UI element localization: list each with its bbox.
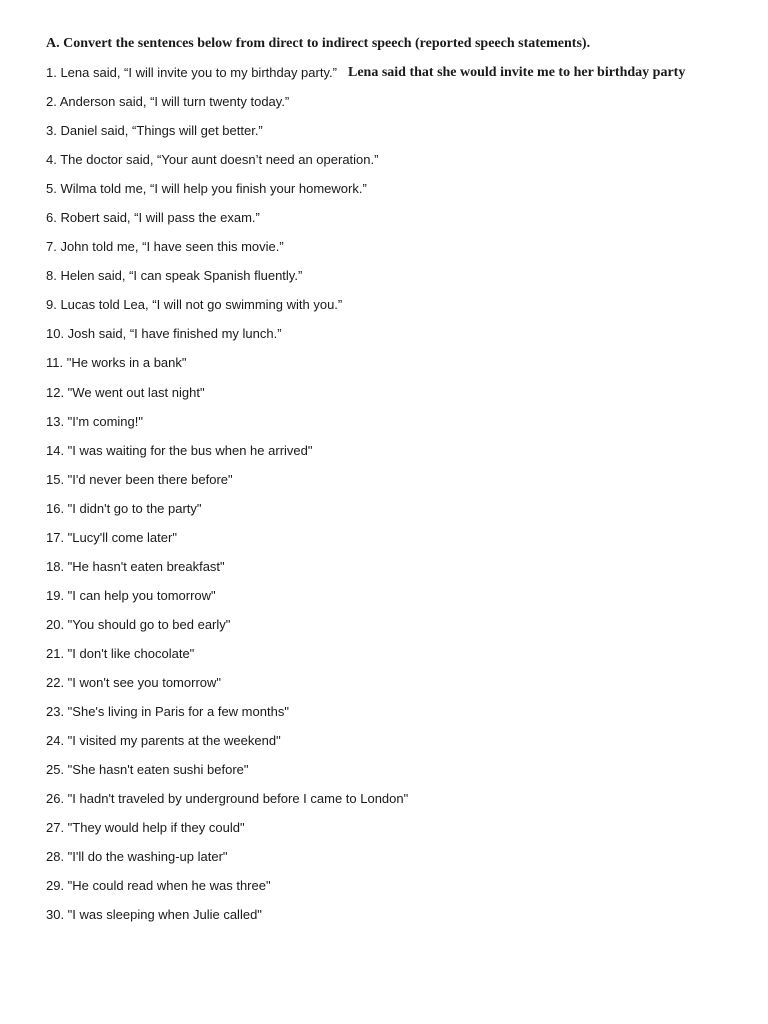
sentence-item bbox=[46, 761, 408, 790]
answer-text: Lena said that she would invite me to her birthday party bbox=[348, 65, 686, 80]
sentence-item bbox=[46, 151, 408, 180]
sentence-item bbox=[46, 384, 408, 413]
sentence-item bbox=[46, 180, 408, 209]
sentence-text: 11. "He works in a bank" bbox=[46, 355, 187, 371]
sentence-item bbox=[46, 877, 408, 906]
sentence-item bbox=[46, 529, 408, 558]
sentence-text: 17. "Lucy'll come later" bbox=[46, 529, 177, 545]
sentence-item bbox=[46, 64, 686, 93]
sentence-text: 23. "She's living in Paris for a few months" bbox=[46, 704, 289, 720]
sentence-item bbox=[46, 906, 408, 935]
sentence-text: 13. "I'm coming!" bbox=[46, 413, 143, 429]
sentence-item bbox=[46, 471, 408, 500]
sentence-text: 27. "They would help if they could" bbox=[46, 820, 245, 836]
sentence-text: 15. "I'd never been there before" bbox=[46, 471, 233, 487]
sentence-text: 4. The doctor said, “Your aunt doesn’t need an operation.” bbox=[46, 152, 379, 168]
sentence-item bbox=[46, 500, 408, 529]
sentence-item bbox=[46, 558, 408, 587]
sentence-text: 24. "I visited my parents at the weekend" bbox=[46, 733, 281, 749]
sentence-text: 5. Wilma told me, “I will help you finish your homework.” bbox=[46, 181, 367, 197]
sentence-item bbox=[46, 325, 408, 354]
sentence-text: 20. "You should go to bed early" bbox=[46, 616, 231, 632]
sentence-item bbox=[46, 296, 408, 325]
sentence-text: 28. "I'll do the washing-up later" bbox=[46, 849, 228, 865]
sentence-item bbox=[46, 732, 408, 761]
sentence-list bbox=[46, 64, 686, 935]
sentence-text: 21. "I don't like chocolate" bbox=[46, 645, 195, 661]
sentence-text: 10. Josh said, “I have finished my lunch.” bbox=[46, 326, 282, 342]
sentence-text: 14. "I was waiting for the bus when he arrived" bbox=[46, 442, 313, 458]
sentence-item bbox=[46, 848, 408, 877]
sentence-item bbox=[46, 267, 408, 296]
sentence-text: 1. Lena said, “I will invite you to my birthday party.” bbox=[46, 65, 337, 80]
sentence-item bbox=[46, 209, 408, 238]
sentence-item bbox=[46, 790, 408, 819]
sentence-item bbox=[46, 442, 408, 471]
sentence-item bbox=[46, 122, 408, 151]
sentence-text: 22. "I won't see you tomorrow" bbox=[46, 674, 222, 690]
sentence-text: 6. Robert said, “I will pass the exam.” bbox=[46, 210, 260, 226]
sentence-text: 18. "He hasn't eaten breakfast" bbox=[46, 558, 225, 574]
sentence-item bbox=[46, 354, 408, 383]
sentence-item bbox=[46, 587, 408, 616]
sentence-item bbox=[46, 93, 408, 122]
sentence-text: 8. Helen said, “I can speak Spanish fluently.” bbox=[46, 268, 303, 284]
sentence-item bbox=[46, 674, 408, 703]
sentence-text: 12. "We went out last night" bbox=[46, 384, 205, 400]
sentence-item bbox=[46, 616, 408, 645]
sentence-item bbox=[46, 645, 408, 674]
sentence-text: 30. "I was sleeping when Julie called" bbox=[46, 907, 262, 923]
sentence-text: 29. "He could read when he was three" bbox=[46, 878, 271, 894]
sentence-item bbox=[46, 238, 408, 267]
sentence-text: 26. "I hadn't traveled by underground before I came to London" bbox=[46, 791, 409, 807]
sentence-text: 16. "I didn't go to the party" bbox=[46, 500, 202, 516]
sentence-item bbox=[46, 413, 408, 442]
sentence-text: 9. Lucas told Lea, “I will not go swimming with you.” bbox=[46, 297, 343, 313]
sentence-item bbox=[46, 703, 408, 732]
sentence-text: 3. Daniel said, “Things will get better.” bbox=[46, 123, 263, 139]
sentence-text: 19. "I can help you tomorrow" bbox=[46, 587, 216, 603]
sentence-text: 7. John told me, “I have seen this movie.” bbox=[46, 239, 284, 255]
sentence-text: 25. "She hasn't eaten sushi before" bbox=[46, 762, 249, 778]
section-heading: A. Convert the sentences below from direct to indirect speech (reported speech statements). bbox=[46, 36, 591, 51]
sentence-item bbox=[46, 819, 408, 848]
sentence-text: 2. Anderson said, “I will turn twenty today.” bbox=[46, 94, 290, 110]
